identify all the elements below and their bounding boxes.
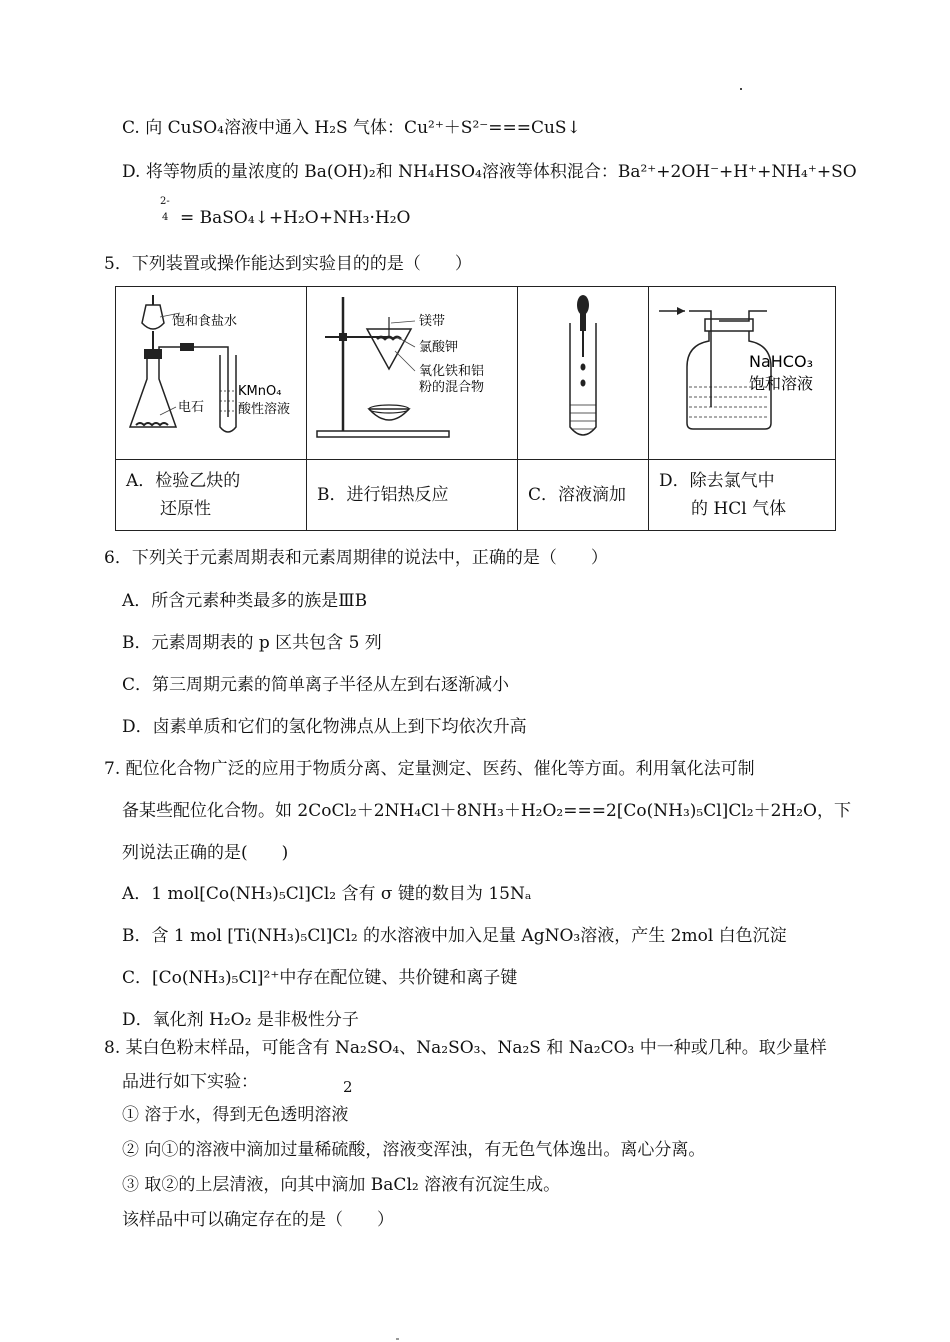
q8-question: 该样品中可以确定存在的是（ ） [122, 1210, 394, 1230]
q7-stem-line3: 列说法正确的是( ) [122, 843, 289, 863]
gas-wash-bottle-figure [649, 287, 835, 459]
q5-option-d [649, 460, 836, 531]
q6-option-a: A．所含元素种类最多的族是ⅢB [122, 591, 368, 611]
q8-step-2: ② 向①的溶液中滴加过量稀硫酸，溶液变浑浊，有无色气体逸出。离心分离。 [122, 1140, 706, 1160]
q4-option-d-line1: D. 将等物质的量浓度的 Ba(OH)₂和 NH₄HSO₄溶液等体积混合：Ba²⁺+2OH⁻+H⁺+NH₄⁺+SO [122, 162, 857, 182]
acetylene-apparatus-figure [116, 287, 306, 459]
q5-option-d-line2: 的 HCl 气体 [691, 499, 787, 519]
fig-b-label-mg: 镁带 [419, 314, 446, 329]
q8-stem-line2: 品进行如下实验： [122, 1072, 258, 1092]
q5-option-b: B．进行铝热反应 [307, 460, 518, 531]
q7-stem-line1: 7. 配位化合物广泛的应用于物质分离、定量测定、医药、催化等方面。利用氧化法可制 [104, 759, 755, 779]
q5-option-a-line2: 还原性 [160, 499, 211, 519]
q6-stem: 6．下列关于元素周期表和元素周期律的说法中，正确的是（ ） [104, 548, 608, 568]
fig-a-label-brine: 饱和食盐水 [172, 314, 238, 329]
q5-option-a [116, 460, 307, 531]
q4-option-d-charge: 2- [160, 196, 170, 207]
thermite-apparatus-figure [307, 287, 517, 459]
q6-option-d: D．卤素单质和它们的氢化物沸点从上到下均依次升高 [122, 717, 527, 737]
stray-mark [740, 88, 742, 90]
q5-figure-d-cell [649, 287, 836, 460]
dropper-figure [518, 287, 648, 459]
q7-option-d: D．氧化剂 H₂O₂ 是非极性分子 [122, 1010, 359, 1030]
q7-option-a: A．1 mol[Co(NH₃)₅Cl]Cl₂ 含有 σ 键的数目为 15Nₐ [122, 884, 532, 904]
q5-option-c: C．溶液滴加 [518, 460, 649, 531]
fig-d-label-nahco3: NaHCO₃ [749, 352, 813, 371]
q8-step-1: ① 溶于水，得到无色透明溶液 [122, 1105, 349, 1125]
fig-d-label-saturated: 饱和溶液 [749, 374, 814, 393]
q7-option-b: B．含 1 mol [Ti(NH₃)₅Cl]Cl₂ 的水溶液中加入足量 AgNO₃溶液，产生 2mol 白色沉淀 [122, 926, 787, 946]
q5-figure-c-cell [518, 287, 649, 460]
q8-step-3: ③ 取②的上层清液，向其中滴加 BaCl₂ 溶液有沉淀生成。 [122, 1175, 561, 1195]
q4-option-d-line2: = BaSO₄↓+H₂O+NH₃·H₂O [180, 208, 411, 228]
fig-a-label-carbide: 电石 [178, 400, 205, 415]
fig-a-label-acidic: 酸性溶液 [238, 402, 291, 417]
q5-option-a-line1: A．检验乙炔的 [126, 471, 241, 491]
q4-option-c: C. 向 CuSO₄溶液中通入 H₂S 气体：Cu²⁺＋S²⁻===CuS↓ [122, 118, 581, 138]
fig-b-label-kclo3: 氯酸钾 [419, 340, 459, 355]
q5-option-d-line1: D．除去氯气中 [659, 471, 775, 491]
q6-option-b: B．元素周期表的 p 区共包含 5 列 [122, 633, 382, 653]
q6-option-c: C．第三周期元素的简单离子半径从左到右逐渐减小 [122, 675, 510, 695]
stray-mark-bottom [396, 1338, 399, 1340]
q5-figure-table [115, 286, 836, 531]
q5-figure-a-cell [116, 287, 307, 460]
q8-stem-line1: 8. 某白色粉末样品，可能含有 Na₂SO₄、Na₂SO₃、Na₂S 和 Na₂CO₃ 中一种或几种。取少量样 [104, 1038, 827, 1058]
q5-figure-b-cell [307, 287, 518, 460]
fig-b-label-mix2: 粉的混合物 [419, 380, 485, 395]
q7-option-c: C．[Co(NH₃)₅Cl]²⁺中存在配位键、共价键和离子键 [122, 968, 518, 988]
page-number: 2 [343, 1078, 353, 1096]
fig-b-label-mix1: 氧化铁和铝 [419, 364, 485, 379]
fig-a-label-kmno4: KMnO₄ [238, 384, 282, 399]
q4-option-d-sub: 4 [162, 212, 169, 223]
q7-stem-line2: 备某些配位化合物。如 2CoCl₂＋2NH₄Cl＋8NH₃＋H₂O₂===2[Co(NH₃)₅Cl]Cl₂＋2H₂O，下 [122, 801, 851, 821]
q5-stem: 5．下列装置或操作能达到实验目的的是（ ） [104, 254, 472, 274]
